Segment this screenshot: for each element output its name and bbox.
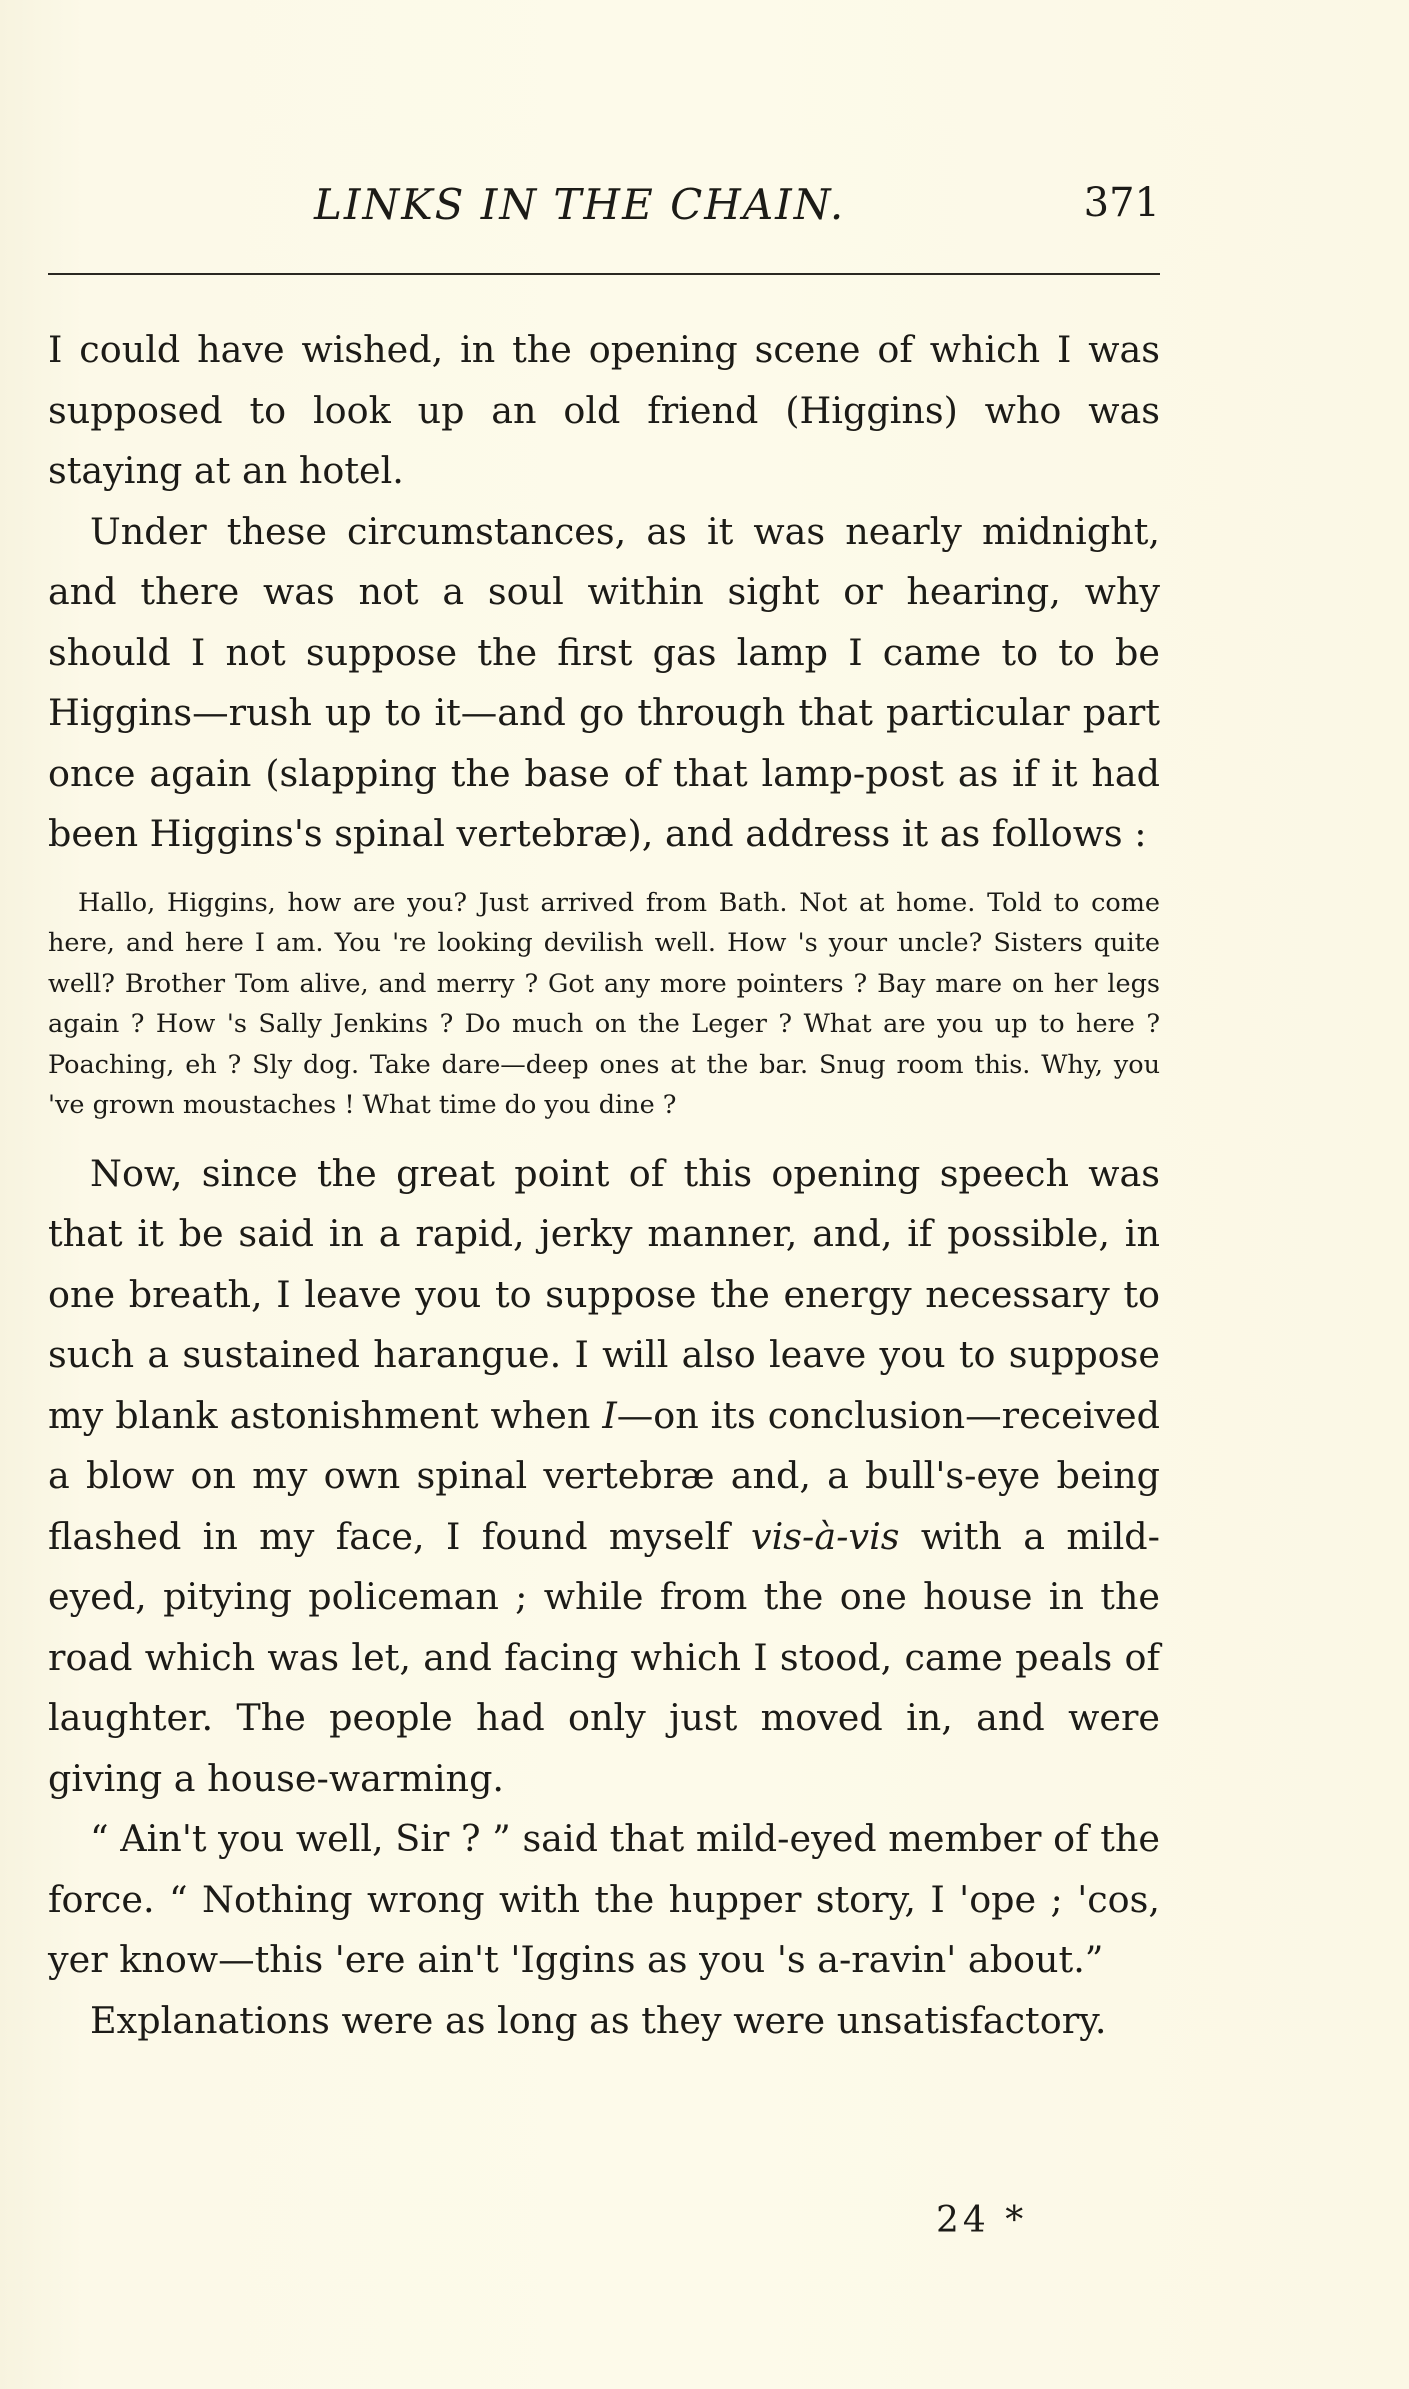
paragraph-1: I could have wished, in the opening scene of which I was supposed to look up an old friend (Higgins) who was staying at an hotel. bbox=[48, 328, 1160, 492]
page-header bbox=[48, 180, 1160, 244]
paragraph-3-part-1: Now, since the great point of this opening speech was that it be said in a rapid, jerky manner, and, if possible, in one breath, I leave you to suppose the energy necessary to such a sustained harangue. I will also leave you to suppose my blank astonishment when bbox=[48, 1151, 1160, 1437]
paragraph-2: Under these circumstances, as it was nearly midnight, and there was not a soul within sight or hearing, why should I not suppose the first gas lamp I came to to be Higgins—rush up to it—and go through that particular part once again (slapping the base of that lamp-post as if it had been Higgins's spinal vertebræ), and address it as follows : bbox=[48, 509, 1160, 855]
paragraph-3-part-2: —on its conclusion—received a blow on my own spinal vertebræ and, a bull's-eye being flashed in my face, I found myself bbox=[48, 1393, 1160, 1558]
paragraph-5: Explanations were as long as they were unsatisfactory. bbox=[90, 1998, 1107, 2042]
quoted-speech: Hallo, Higgins, how are you? Just arrived from Bath. Not at home. Told to come here, and here I am. You 're looking devilish well. How 's your uncle? Sisters quite well? Brother Tom alive, and merry ? Got any more pointers ? Bay mare on her legs again ? How 's Sally Jenkins ? Do much on the Leger ? What are you up to here ? Poaching, eh ? Sly dog. Take dare—deep ones at the bar. Snug room this. Why, you 've grown moustaches ! What time do you dine ? bbox=[48, 887, 1160, 1120]
running-title: LINKS IN THE CHAIN. bbox=[314, 180, 846, 229]
paragraph-4: “ Ain't you well, Sir ? ” said that mild-eyed member of the force. “ Nothing wrong with the hupper story, I 'ope ; 'cos, yer know—this 'ere ain't 'Iggins as you 's a-ravin' about.” bbox=[48, 1817, 1160, 1981]
body-text bbox=[48, 320, 1160, 2051]
paragraph-3-part-3: with a mild-eyed, pitying policeman ; while from the one house in the road which was let, and facing which I stood, came peals of laughter. The people had only just moved in, and were giving a house-warming. bbox=[48, 1514, 1160, 1800]
italic-i: I bbox=[602, 1393, 617, 1437]
header-rule bbox=[48, 273, 1160, 275]
page-number: 371 bbox=[1083, 180, 1160, 226]
paragraph-3 bbox=[48, 1144, 1160, 1810]
signature-mark: 24 * bbox=[936, 2200, 1028, 2241]
italic-vis-a-vis: vis-à-vis bbox=[751, 1514, 900, 1558]
